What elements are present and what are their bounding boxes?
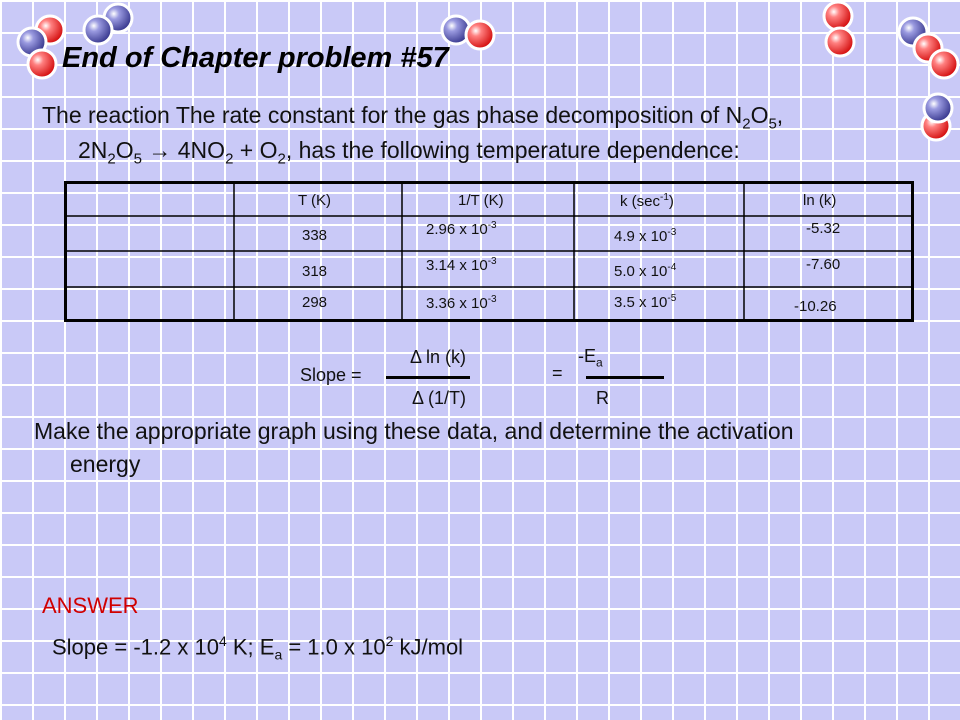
slope-numerator: Δ ln (k) xyxy=(410,347,467,367)
cell-t: 338 xyxy=(302,227,328,244)
blue-atom-icon xyxy=(924,94,952,122)
cell-k: 3.5 x $10^{-5}$ xyxy=(614,293,677,311)
slope-denominator: Δ (1/T) xyxy=(412,388,467,408)
ea-numerator: $-E_a$ xyxy=(578,346,603,370)
blue-atom-icon xyxy=(84,16,112,44)
col-header-t: T (K) xyxy=(298,192,332,209)
molecule-decoration xyxy=(0,0,960,160)
cell-t: 318 xyxy=(302,263,328,280)
red-atom-icon xyxy=(826,28,854,56)
problem-prompt: Make the appropriate graph using these data, and determine the activation xyxy=(34,418,794,444)
col-header-lnk: ln (k) xyxy=(803,192,837,209)
problem-prompt-cont: energy xyxy=(70,451,141,477)
cell-inv-t: 3.14 x $10^{-3}$ xyxy=(426,256,497,274)
intro-line-1: The reaction The rate constant for the gas phase decomposition of $N_2O_5$, xyxy=(42,102,784,133)
cell-lnk: -5.32 xyxy=(806,220,841,237)
red-atom-icon xyxy=(930,50,958,78)
reaction-equation: $2N_2O_5 \to 4NO_2 + O_2$, has the following temperature dependence: xyxy=(78,137,740,168)
cell-inv-t: 3.36 x $10^{-3}$ xyxy=(426,294,497,312)
red-atom-icon xyxy=(28,50,56,78)
slope-label: Slope = xyxy=(300,365,362,385)
col-header-k: k $(\sec^{-1})$ xyxy=(620,192,674,210)
slide-title: End of Chapter problem #57 xyxy=(62,42,449,74)
answer-label: ANSWER xyxy=(42,593,139,618)
r-denominator: R xyxy=(596,388,609,408)
cell-t: 298 xyxy=(302,294,328,311)
red-atom-icon xyxy=(466,21,494,49)
intro-text: The reaction The rate constant for the gas phase decomposition of N xyxy=(42,102,743,128)
fraction-bar xyxy=(586,376,664,379)
cell-k: 5.0 x $10^{-4}$ xyxy=(614,262,677,280)
cell-k: 4.9 x $10^{-3}$ xyxy=(614,227,677,245)
cell-inv-t: 2.96 x $10^{-3}$ xyxy=(426,220,497,238)
cell-lnk: -10.26 xyxy=(794,298,837,315)
cell-lnk: -7.60 xyxy=(806,256,841,273)
red-atom-icon xyxy=(824,2,852,30)
arrow-icon: → xyxy=(148,137,172,163)
col-header-inv-t: 1/T (K) xyxy=(458,192,504,209)
equals-sign: = xyxy=(552,363,563,383)
fraction-bar xyxy=(386,376,470,379)
answer-text: Slope = -1.2 x $10^4$ K; $E_a = 1.0$ x $10^2$ kJ/mol xyxy=(52,633,464,663)
